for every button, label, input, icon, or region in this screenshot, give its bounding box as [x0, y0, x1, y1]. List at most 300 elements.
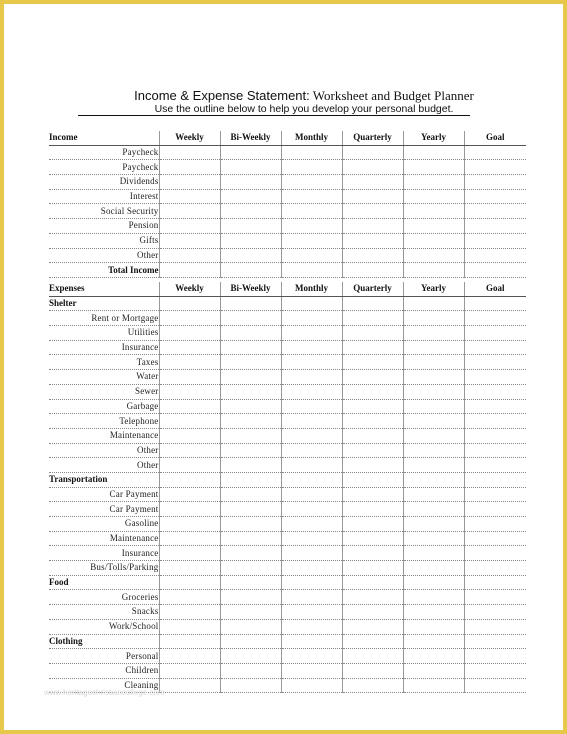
- amount-cell[interactable]: [281, 189, 342, 204]
- row-label: Car Payment: [49, 487, 159, 502]
- amount-cell[interactable]: [220, 160, 281, 175]
- expense-row: [49, 487, 526, 502]
- amount-cell[interactable]: [220, 546, 281, 561]
- amount-cell[interactable]: [403, 189, 464, 204]
- amount-cell[interactable]: [281, 355, 342, 370]
- column-header: Quarterly: [342, 131, 403, 145]
- amount-cell[interactable]: [220, 355, 281, 370]
- amount-cell[interactable]: [159, 678, 220, 693]
- amount-cell[interactable]: [464, 248, 526, 263]
- amount-cell[interactable]: [220, 590, 281, 605]
- amount-cell[interactable]: [342, 219, 403, 234]
- column-header: Yearly: [403, 131, 464, 145]
- expense-row: [49, 428, 526, 443]
- amount-cell[interactable]: [159, 502, 220, 517]
- amount-cell[interactable]: [464, 619, 526, 634]
- amount-cell[interactable]: [464, 204, 526, 219]
- amount-cell[interactable]: [159, 175, 220, 190]
- amount-cell[interactable]: [464, 634, 526, 649]
- amount-cell[interactable]: [159, 561, 220, 576]
- amount-cell[interactable]: [464, 355, 526, 370]
- amount-cell[interactable]: [220, 204, 281, 219]
- amount-cell[interactable]: [220, 531, 281, 546]
- expense-row: [49, 370, 526, 385]
- amount-cell[interactable]: [342, 189, 403, 204]
- amount-cell[interactable]: [220, 340, 281, 355]
- amount-cell[interactable]: [281, 590, 342, 605]
- row-label: Food: [49, 575, 159, 590]
- amount-cell[interactable]: [464, 340, 526, 355]
- row-label: Transportation: [49, 472, 159, 487]
- amount-cell[interactable]: [220, 370, 281, 385]
- expense-table: [49, 282, 526, 693]
- row-label: Car Payment: [49, 502, 159, 517]
- amount-cell[interactable]: [281, 649, 342, 664]
- amount-cell[interactable]: [281, 531, 342, 546]
- amount-cell[interactable]: [281, 399, 342, 414]
- row-label: Snacks: [49, 605, 159, 620]
- amount-cell[interactable]: [159, 219, 220, 234]
- amount-cell[interactable]: [159, 531, 220, 546]
- amount-cell[interactable]: [220, 649, 281, 664]
- amount-cell[interactable]: [464, 219, 526, 234]
- amount-cell[interactable]: [159, 160, 220, 175]
- amount-cell[interactable]: [403, 443, 464, 458]
- amount-cell[interactable]: [281, 248, 342, 263]
- amount-cell[interactable]: [464, 399, 526, 414]
- amount-cell[interactable]: [159, 663, 220, 678]
- amount-cell[interactable]: [281, 472, 342, 487]
- amount-cell[interactable]: [342, 204, 403, 219]
- amount-cell[interactable]: [281, 619, 342, 634]
- expense-row: [49, 531, 526, 546]
- amount-cell[interactable]: [281, 204, 342, 219]
- row-label: Maintenance: [49, 428, 159, 443]
- amount-cell[interactable]: [220, 605, 281, 620]
- amount-cell[interactable]: [220, 561, 281, 576]
- amount-cell[interactable]: [403, 575, 464, 590]
- amount-cell[interactable]: [220, 219, 281, 234]
- column-header: Yearly: [403, 282, 464, 296]
- amount-cell[interactable]: [464, 263, 526, 278]
- amount-cell[interactable]: [342, 517, 403, 532]
- amount-cell[interactable]: [281, 546, 342, 561]
- amount-cell[interactable]: [403, 487, 464, 502]
- amount-cell[interactable]: [220, 517, 281, 532]
- expense-section-row: [49, 472, 526, 487]
- row-label: Other: [49, 443, 159, 458]
- amount-cell[interactable]: [342, 502, 403, 517]
- amount-cell[interactable]: [220, 634, 281, 649]
- amount-cell[interactable]: [281, 428, 342, 443]
- income-row: [49, 160, 526, 175]
- amount-cell[interactable]: [220, 678, 281, 693]
- amount-cell[interactable]: [403, 663, 464, 678]
- amount-cell[interactable]: [464, 590, 526, 605]
- column-header: Monthly: [281, 131, 342, 145]
- amount-cell[interactable]: [281, 233, 342, 248]
- amount-cell[interactable]: [220, 189, 281, 204]
- income-row: [49, 189, 526, 204]
- amount-cell[interactable]: [403, 561, 464, 576]
- amount-cell[interactable]: [159, 204, 220, 219]
- amount-cell[interactable]: [159, 487, 220, 502]
- amount-cell[interactable]: [403, 263, 464, 278]
- amount-cell[interactable]: [342, 619, 403, 634]
- amount-cell[interactable]: [220, 263, 281, 278]
- amount-cell[interactable]: [403, 175, 464, 190]
- amount-cell[interactable]: [342, 326, 403, 341]
- amount-cell[interactable]: [403, 384, 464, 399]
- amount-cell[interactable]: [281, 443, 342, 458]
- expense-row: [49, 649, 526, 664]
- income-row: [49, 145, 526, 160]
- amount-cell[interactable]: [403, 472, 464, 487]
- amount-cell[interactable]: [159, 472, 220, 487]
- section-header: Income: [49, 131, 159, 145]
- amount-cell[interactable]: [281, 370, 342, 385]
- amount-cell[interactable]: [220, 428, 281, 443]
- amount-cell[interactable]: [403, 531, 464, 546]
- amount-cell[interactable]: [342, 472, 403, 487]
- amount-cell[interactable]: [220, 175, 281, 190]
- amount-cell[interactable]: [342, 311, 403, 326]
- row-label: Gasoline: [49, 517, 159, 532]
- column-header: Weekly: [159, 131, 220, 145]
- income-header-row: [49, 131, 526, 145]
- amount-cell[interactable]: [403, 502, 464, 517]
- amount-cell[interactable]: [464, 472, 526, 487]
- worksheet-header: [74, 88, 534, 116]
- expense-row: [49, 355, 526, 370]
- column-header: Bi-Weekly: [220, 282, 281, 296]
- amount-cell[interactable]: [159, 517, 220, 532]
- column-header: Goal: [464, 131, 526, 145]
- amount-cell[interactable]: [464, 443, 526, 458]
- amount-cell[interactable]: [220, 311, 281, 326]
- amount-cell[interactable]: [220, 487, 281, 502]
- amount-cell[interactable]: [159, 370, 220, 385]
- amount-cell[interactable]: [281, 678, 342, 693]
- expense-row: [49, 663, 526, 678]
- amount-cell[interactable]: [220, 502, 281, 517]
- amount-cell[interactable]: [403, 678, 464, 693]
- amount-cell[interactable]: [159, 414, 220, 429]
- expense-section-row: [49, 296, 526, 311]
- amount-cell[interactable]: [220, 233, 281, 248]
- expense-row: [49, 517, 526, 532]
- amount-cell[interactable]: [281, 605, 342, 620]
- amount-cell[interactable]: [342, 428, 403, 443]
- amount-cell[interactable]: [403, 605, 464, 620]
- amount-cell[interactable]: [403, 311, 464, 326]
- amount-cell[interactable]: [281, 502, 342, 517]
- amount-cell[interactable]: [342, 663, 403, 678]
- row-label: Children: [49, 663, 159, 678]
- amount-cell[interactable]: [464, 561, 526, 576]
- column-header: Bi-Weekly: [220, 131, 281, 145]
- expense-row: [49, 443, 526, 458]
- amount-cell[interactable]: [464, 458, 526, 473]
- amount-cell[interactable]: [159, 326, 220, 341]
- amount-cell[interactable]: [159, 619, 220, 634]
- amount-cell[interactable]: [342, 399, 403, 414]
- amount-cell[interactable]: [464, 502, 526, 517]
- amount-cell[interactable]: [159, 355, 220, 370]
- amount-cell[interactable]: [403, 517, 464, 532]
- section-header: Expenses: [49, 282, 159, 296]
- row-label: Insurance: [49, 340, 159, 355]
- amount-cell[interactable]: [159, 311, 220, 326]
- expense-row: [49, 311, 526, 326]
- amount-cell[interactable]: [281, 296, 342, 311]
- amount-cell[interactable]: [220, 575, 281, 590]
- amount-cell[interactable]: [403, 160, 464, 175]
- row-label: Shelter: [49, 296, 159, 311]
- amount-cell[interactable]: [464, 160, 526, 175]
- amount-cell[interactable]: [342, 605, 403, 620]
- amount-cell[interactable]: [464, 678, 526, 693]
- amount-cell[interactable]: [159, 233, 220, 248]
- amount-cell[interactable]: [281, 175, 342, 190]
- title-part-serif: Worksheet and Budget Planner: [312, 88, 474, 103]
- amount-cell[interactable]: [220, 248, 281, 263]
- row-label: Insurance: [49, 546, 159, 561]
- amount-cell[interactable]: [464, 233, 526, 248]
- amount-cell[interactable]: [342, 487, 403, 502]
- amount-cell[interactable]: [281, 160, 342, 175]
- amount-cell[interactable]: [342, 531, 403, 546]
- amount-cell[interactable]: [159, 590, 220, 605]
- amount-cell[interactable]: [159, 458, 220, 473]
- amount-cell[interactable]: [342, 649, 403, 664]
- amount-cell[interactable]: [342, 370, 403, 385]
- amount-cell[interactable]: [220, 296, 281, 311]
- amount-cell[interactable]: [342, 263, 403, 278]
- amount-cell[interactable]: [464, 517, 526, 532]
- income-row: [49, 219, 526, 234]
- income-row: [49, 204, 526, 219]
- amount-cell[interactable]: [220, 663, 281, 678]
- amount-cell[interactable]: [403, 458, 464, 473]
- header-rule: [78, 115, 470, 116]
- row-label: Social Security: [49, 204, 159, 219]
- amount-cell[interactable]: [342, 296, 403, 311]
- amount-cell[interactable]: [281, 414, 342, 429]
- amount-cell[interactable]: [342, 561, 403, 576]
- expense-row: [49, 590, 526, 605]
- amount-cell[interactable]: [342, 233, 403, 248]
- row-label: Interest: [49, 189, 159, 204]
- amount-cell[interactable]: [403, 326, 464, 341]
- row-label: Clothing: [49, 634, 159, 649]
- amount-cell[interactable]: [281, 311, 342, 326]
- expense-row: [49, 546, 526, 561]
- amount-cell[interactable]: [403, 355, 464, 370]
- amount-cell[interactable]: [403, 649, 464, 664]
- amount-cell[interactable]: [403, 204, 464, 219]
- amount-cell[interactable]: [342, 160, 403, 175]
- total-income-row: [49, 263, 526, 278]
- amount-cell[interactable]: [159, 296, 220, 311]
- amount-cell[interactable]: [281, 575, 342, 590]
- amount-cell[interactable]: [403, 399, 464, 414]
- expense-section-row: [49, 634, 526, 649]
- row-label: Taxes: [49, 355, 159, 370]
- amount-cell[interactable]: [159, 649, 220, 664]
- income-row: [49, 233, 526, 248]
- row-label: Personal: [49, 649, 159, 664]
- amount-cell[interactable]: [464, 326, 526, 341]
- column-header: Weekly: [159, 282, 220, 296]
- expense-row: [49, 340, 526, 355]
- amount-cell[interactable]: [281, 263, 342, 278]
- amount-cell[interactable]: [281, 663, 342, 678]
- amount-cell[interactable]: [464, 428, 526, 443]
- expense-row: [49, 326, 526, 341]
- amount-cell[interactable]: [403, 634, 464, 649]
- amount-cell[interactable]: [159, 428, 220, 443]
- amount-cell[interactable]: [281, 561, 342, 576]
- amount-cell[interactable]: [464, 649, 526, 664]
- amount-cell[interactable]: [342, 414, 403, 429]
- amount-cell[interactable]: [464, 487, 526, 502]
- amount-cell[interactable]: [159, 384, 220, 399]
- amount-cell[interactable]: [464, 663, 526, 678]
- row-label: Gifts: [49, 233, 159, 248]
- amount-cell[interactable]: [403, 233, 464, 248]
- amount-cell[interactable]: [403, 590, 464, 605]
- expense-row: [49, 458, 526, 473]
- row-label: Bus/Tolls/Parking: [49, 561, 159, 576]
- amount-cell[interactable]: [464, 145, 526, 160]
- amount-cell[interactable]: [403, 428, 464, 443]
- amount-cell[interactable]: [464, 546, 526, 561]
- amount-cell[interactable]: [281, 219, 342, 234]
- expense-row: [49, 561, 526, 576]
- amount-cell[interactable]: [220, 414, 281, 429]
- amount-cell[interactable]: [220, 384, 281, 399]
- amount-cell[interactable]: [464, 296, 526, 311]
- row-label: Paycheck: [49, 160, 159, 175]
- amount-cell[interactable]: [342, 546, 403, 561]
- amount-cell[interactable]: [403, 296, 464, 311]
- amount-cell[interactable]: [342, 248, 403, 263]
- amount-cell[interactable]: [281, 487, 342, 502]
- amount-cell[interactable]: [220, 458, 281, 473]
- amount-cell[interactable]: [464, 189, 526, 204]
- expense-row: [49, 502, 526, 517]
- amount-cell[interactable]: [464, 531, 526, 546]
- page-title: [74, 88, 534, 103]
- amount-cell[interactable]: [342, 590, 403, 605]
- row-label: Work/School: [49, 619, 159, 634]
- amount-cell[interactable]: [281, 634, 342, 649]
- amount-cell[interactable]: [159, 443, 220, 458]
- column-header: Monthly: [281, 282, 342, 296]
- amount-cell[interactable]: [159, 189, 220, 204]
- amount-cell[interactable]: [464, 384, 526, 399]
- amount-cell[interactable]: [220, 326, 281, 341]
- amount-cell[interactable]: [403, 619, 464, 634]
- amount-cell[interactable]: [159, 546, 220, 561]
- amount-cell[interactable]: [403, 248, 464, 263]
- amount-cell[interactable]: [403, 219, 464, 234]
- amount-cell[interactable]: [403, 145, 464, 160]
- amount-cell[interactable]: [159, 575, 220, 590]
- amount-cell[interactable]: [220, 443, 281, 458]
- amount-cell[interactable]: [342, 678, 403, 693]
- amount-cell[interactable]: [220, 619, 281, 634]
- amount-cell[interactable]: [342, 634, 403, 649]
- amount-cell[interactable]: [220, 399, 281, 414]
- amount-cell[interactable]: [464, 575, 526, 590]
- amount-cell[interactable]: [342, 145, 403, 160]
- row-label: Utilities: [49, 326, 159, 341]
- amount-cell[interactable]: [281, 384, 342, 399]
- amount-cell[interactable]: [281, 517, 342, 532]
- amount-cell[interactable]: [159, 399, 220, 414]
- amount-cell[interactable]: [342, 340, 403, 355]
- income-row: [49, 175, 526, 190]
- row-label: Dividends: [49, 175, 159, 190]
- amount-cell[interactable]: [464, 605, 526, 620]
- income-row: [49, 248, 526, 263]
- watermark: www.heritagechristiancollege.com: [44, 688, 165, 697]
- amount-cell[interactable]: [159, 340, 220, 355]
- amount-cell[interactable]: [159, 145, 220, 160]
- column-header: Goal: [464, 282, 526, 296]
- amount-cell[interactable]: [159, 605, 220, 620]
- amount-cell[interactable]: [281, 326, 342, 341]
- expense-row: [49, 414, 526, 429]
- amount-cell[interactable]: [342, 458, 403, 473]
- expense-row: [49, 399, 526, 414]
- amount-cell[interactable]: [159, 634, 220, 649]
- row-label: Paycheck: [49, 145, 159, 160]
- expense-section-row: [49, 575, 526, 590]
- amount-cell[interactable]: [159, 263, 220, 278]
- page-subtitle: Use the outline below to help you develop your personal budget.: [154, 103, 454, 115]
- row-label: Telephone: [49, 414, 159, 429]
- amount-cell[interactable]: [281, 145, 342, 160]
- row-label: Cleaning: [49, 678, 159, 693]
- amount-cell[interactable]: [342, 384, 403, 399]
- income-table: [49, 131, 526, 278]
- title-part-sans: Income & Expense Statement:: [134, 88, 310, 103]
- amount-cell[interactable]: [342, 175, 403, 190]
- amount-cell[interactable]: [220, 472, 281, 487]
- row-label: Sewer: [49, 384, 159, 399]
- amount-cell[interactable]: [403, 414, 464, 429]
- amount-cell[interactable]: [464, 311, 526, 326]
- amount-cell[interactable]: [403, 546, 464, 561]
- amount-cell[interactable]: [403, 370, 464, 385]
- amount-cell[interactable]: [464, 370, 526, 385]
- amount-cell[interactable]: [281, 458, 342, 473]
- amount-cell[interactable]: [342, 355, 403, 370]
- expense-row: [49, 619, 526, 634]
- amount-cell[interactable]: [220, 145, 281, 160]
- amount-cell[interactable]: [342, 575, 403, 590]
- amount-cell[interactable]: [342, 443, 403, 458]
- amount-cell[interactable]: [403, 340, 464, 355]
- amount-cell[interactable]: [281, 340, 342, 355]
- amount-cell[interactable]: [464, 414, 526, 429]
- amount-cell[interactable]: [159, 248, 220, 263]
- row-label: Maintenance: [49, 531, 159, 546]
- amount-cell[interactable]: [464, 175, 526, 190]
